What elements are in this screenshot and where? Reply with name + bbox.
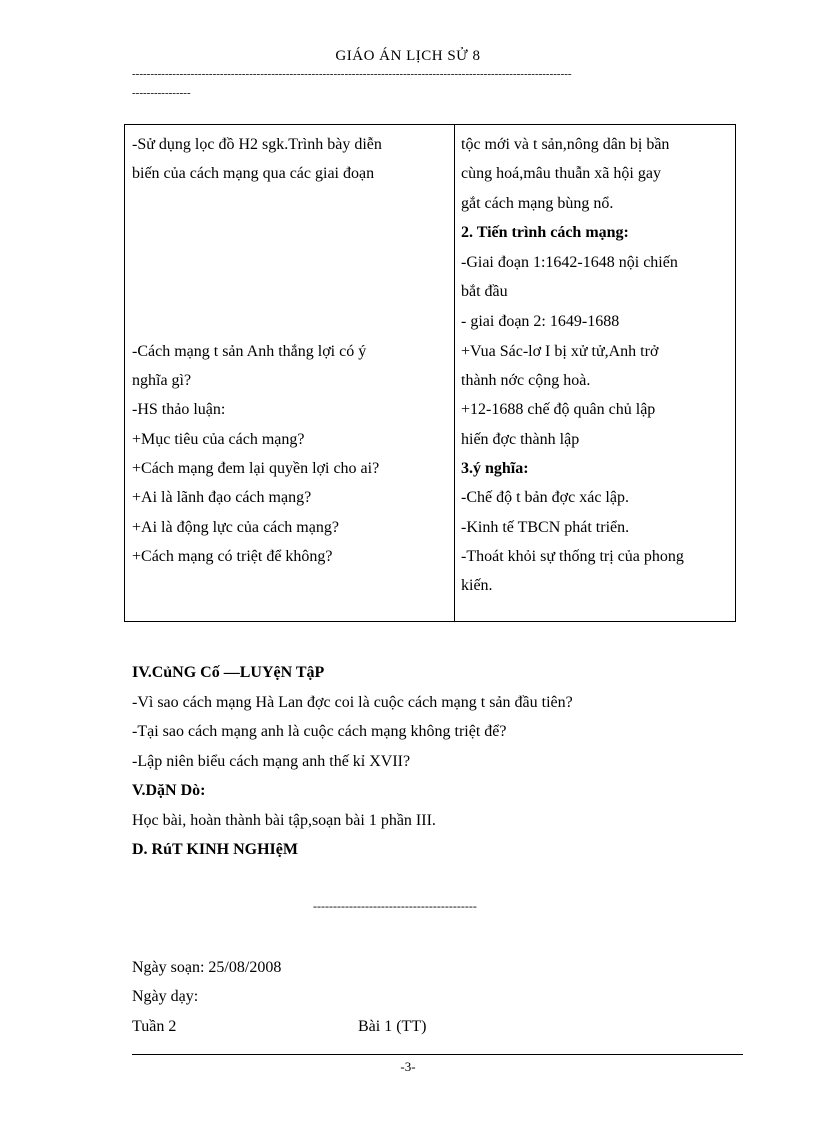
left-cell-line: +Mục tiêu của cách mạng? (132, 431, 305, 448)
lessons-heading: D. RúT KINH NGHIệM (132, 841, 298, 858)
right-cell-line: kiến. (461, 577, 493, 594)
right-cell-line: tộc mới và t sản,nông dân bị bần (461, 136, 670, 153)
review-question: -Lập niên biểu cách mạng anh thế kỉ XVII? (132, 753, 411, 770)
lesson-label: Bài 1 (TT) (358, 1018, 427, 1035)
right-cell-line: +Vua Sác-lơ I bị xử tử,Anh trở (461, 343, 659, 360)
left-cell-line: +Cách mạng đem lại quyền lợi cho ai? (132, 460, 380, 477)
review-question: -Vì sao cách mạng Hà Lan đợc coi là cuộc cách mạng t sản đầu tiên? (132, 694, 573, 711)
left-cell-line: nghĩa gì? (132, 372, 192, 389)
page-number: -3- (400, 1059, 416, 1074)
right-cell-line: +12-1688 chế độ quân chủ lập (461, 401, 656, 418)
week-label: Tuần 2 (132, 1018, 177, 1035)
header-dash-line-short: ---------------- (132, 87, 191, 99)
right-cell-line: cùng hoá,mâu thuẫn xã hội gay (461, 165, 661, 182)
homework-text: Học bài, hoàn thành bài tập,soạn bài 1 phần III. (132, 812, 436, 829)
right-cell-line: -Kinh tế TBCN phát triển. (461, 519, 630, 536)
left-cell-line: +Cách mạng có triệt để không? (132, 548, 333, 565)
left-cell-line: -HS thảo luận: (132, 401, 226, 418)
date-taught: Ngày dạy: (132, 988, 199, 1005)
separator-dashes: ----------------------------------------- (313, 899, 477, 913)
right-cell-line: thành nớc cộng hoà. (461, 372, 591, 389)
right-cell-line: bắt đầu (461, 283, 508, 300)
left-cell-line: +Ai là động lực của cách mạng? (132, 519, 339, 536)
page-header-title: GIÁO ÁN LỊCH SỬ 8 (335, 48, 481, 64)
table-column-divider (454, 125, 455, 621)
right-cell-line: gắt cách mạng bùng nổ. (461, 195, 614, 212)
lesson-table (124, 124, 736, 622)
right-cell-line: hiến đợc thành lập (461, 431, 580, 448)
date-prepared: Ngày soạn: 25/08/2008 (132, 959, 282, 976)
left-cell-line: -Sử dụng lọc đồ H2 sgk.Trình bày diễn (132, 136, 382, 153)
homework-heading: V.DặN Dò: (132, 782, 206, 799)
left-cell-line: -Cách mạng t sản Anh thắng lợi có ý (132, 343, 367, 360)
section-heading-meaning: 3.ý nghĩa: (461, 460, 529, 477)
review-heading: IV.CủNG Cố —LUYệN TậP (132, 664, 325, 681)
right-cell-line: - giai đoạn 2: 1649-1688 (461, 313, 620, 330)
right-cell-line: -Chế độ t bản đợc xác lập. (461, 489, 629, 506)
right-cell-line: -Thoát khỏi sự thống trị của phong (461, 548, 684, 565)
left-cell-line: biến của cách mạng qua các giai đoạn (132, 165, 375, 182)
left-cell-line: +Ai là lãnh đạo cách mạng? (132, 489, 312, 506)
footer-rule (132, 1054, 743, 1055)
review-question: -Tại sao cách mạng anh là cuộc cách mạng không triệt để? (132, 723, 507, 740)
header-dash-line: ------------------------------------------------------------------------------------------------------------------------ (132, 68, 572, 80)
section-heading-progress: 2. Tiến trình cách mạng: (461, 224, 629, 241)
right-cell-line: -Giai đoạn 1:1642-1648 nội chiến (461, 254, 678, 271)
